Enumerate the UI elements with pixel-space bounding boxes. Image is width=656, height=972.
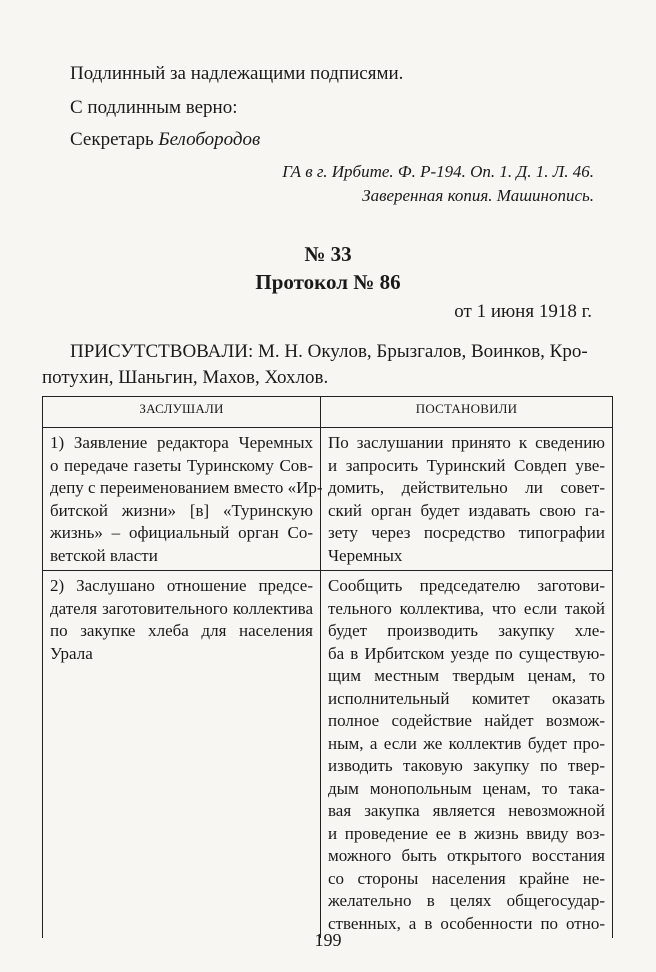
text-line: дым монопольным ценам, то така- [328,778,605,798]
document-date: от 1 июня 1918 г. [454,301,592,322]
copy-note: Заверенная копия. Машинопись. [362,186,594,205]
text-line: исполнительный комитет оказать [328,688,605,708]
document-title: Протокол № 86 [255,270,401,294]
text-line: По заслушании принято к сведению [328,433,605,452]
present-line-2: потухин, Шаньгин, Махов, Хохлов. [42,367,329,388]
text-line: ветской власти [50,545,158,565]
text-line: ным, а если же коллектив будет про- [328,733,605,753]
text-line: домить, действительно ли совет- [328,478,605,497]
text-line: будет производить закупку хле- [328,621,605,640]
archive-reference: ГА в г. Ирбите. Ф. Р-194. Оп. 1. Д. 1. Л. 46. [282,162,594,181]
text-line: полное содействие найдет возмож- [328,711,605,730]
secretary-line [70,128,260,152]
text-line: дателя заготовительного коллектива [50,598,313,618]
text-line: 2) Заслушано отношение предсе- [50,576,313,595]
present-line-1: ПРИСУТСТВОВАЛИ: М. Н. Окулов, Брызгалов, Воинков, Кро- [70,341,588,362]
document-number: № 33 [304,242,352,266]
text-line: жизнь» – официальный орган Со- [50,523,313,542]
text-line: о передаче газеты Туринскому Сов- [50,455,313,475]
text-line: ский орган будет издавать свою га- [328,500,605,520]
text-line: можного быть открытого восстания [328,846,605,865]
text-line: Черемных [328,545,403,565]
text-line: депу с переименованием вместо «Ир- [50,478,323,497]
text-line: ба в Ирбитском уезде по существую- [328,643,605,663]
text-line: желательно в целях общегосудар- [328,891,605,910]
text-line: Урала [50,643,93,663]
heard-cell [43,571,321,939]
table-header-row [43,397,613,428]
heard-cell [43,428,321,571]
column-header-heard: ЗАСЛУШАЛИ [43,397,321,428]
text-line: 1) Заявление редактора Черемных [50,433,313,452]
resolved-cell [321,428,613,571]
page-number: 199 [314,930,342,950]
text-line: Сообщить председателю заготови- [328,576,605,595]
protocol-table [42,396,613,938]
text-line: ственных, а в особенности по отно- [328,913,605,933]
text-line: битской жизни» [в] «Туринскую [50,500,313,520]
resolved-cell [321,571,613,939]
text-line: со стороны населения крайне не- [328,868,605,888]
original-signatures-line: Подлинный за надлежащими подписями. [70,63,404,84]
text-line: зету через посредство типографии [328,523,605,542]
verified-copy-line: С подлинным верно: [70,97,238,118]
text-line: по закупке хлеба для населения [50,621,313,640]
text-line: вая закупка является невозможной [328,801,605,820]
text-line: тельного коллектива, что если такой [328,598,605,618]
table-row [43,428,613,571]
text-line: щим местным твердым ценам, то [328,666,605,685]
secretary-label: Секретарь [70,129,154,150]
column-header-resolved: ПОСТАНОВИЛИ [321,397,613,428]
secretary-name: Белобородов [158,129,261,150]
text-line: и проведение ее в жизнь ввиду воз- [328,823,605,843]
text-line: и запросить Туринский Совдеп уве- [328,455,605,475]
table-row [43,571,613,939]
text-line: изводить таковую закупку по твер- [328,756,605,775]
